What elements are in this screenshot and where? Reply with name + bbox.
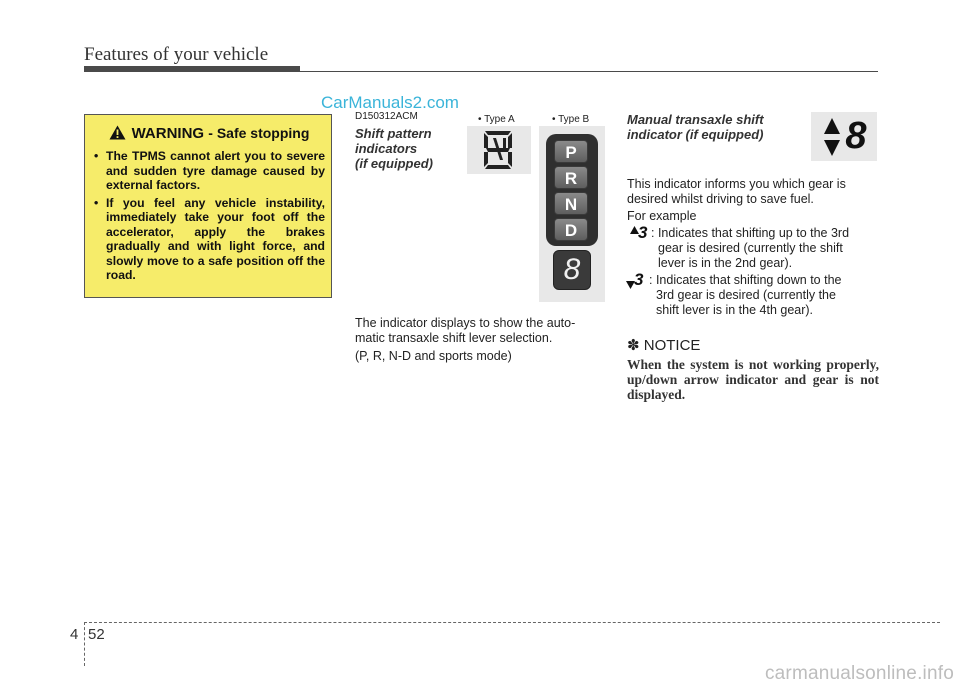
up-shift-description: : Indicates that shifting up to the 3rd gear is desired (currently the shift lever is in the 2nd gear). — [651, 226, 850, 270]
down-shift-description: : Indicates that shifting down to the 3rd gear is desired (currently the shift lever is in the 4th gear). — [649, 273, 842, 317]
type-a-indicator-image — [467, 126, 531, 174]
up-shift-symbol — [630, 225, 652, 243]
segment-display-icon — [467, 126, 531, 174]
example-label: For example — [627, 209, 697, 223]
manual-indicator-image — [811, 112, 877, 161]
down-shift-symbol — [626, 272, 650, 290]
warning-heading — [85, 125, 333, 144]
gear-panel — [546, 134, 598, 246]
notice-text: When the system is not working properly, up/down arrow indicator and gear is not displayed. — [627, 357, 879, 402]
manual-indicator-intro: This indicator informs you which gear is desired whilst driving to save fuel. — [627, 177, 846, 206]
notice-heading — [627, 336, 700, 354]
footer-rule — [84, 622, 940, 623]
warning-item: • The TPMS cannot alert you to severe and sudden tyre damage caused by external factors. — [93, 149, 325, 193]
up-down-arrows-icon — [823, 117, 841, 157]
gear-n-indicator: N — [554, 192, 588, 215]
gear-r-indicator: R — [554, 166, 588, 189]
type-b-label: • Type B — [552, 114, 590, 125]
notice-title: NOTICE — [643, 337, 701, 354]
notice-star-icon: ✽ — [627, 337, 640, 354]
warning-item: • If you feel any vehicle instability, immediately take your foot off the accelerator, apply the brakes gradually and with light force, and slowly move to a safe position off the road. — [93, 196, 325, 283]
down-shift-gear: 3 — [634, 270, 644, 289]
footer-divider — [84, 622, 85, 666]
chapter-number: 4 — [70, 626, 79, 643]
section-code: D150312ACM — [355, 111, 418, 122]
shift-pattern-body: The indicator displays to show the auto- matic transaxle shift lever selection. — [355, 316, 576, 345]
warning-subtitle: - Safe stopping — [208, 125, 310, 141]
warning-triangle-icon — [109, 125, 126, 144]
footer-watermark[interactable]: carmanualsonline.info — [764, 663, 954, 684]
warning-list — [93, 149, 325, 286]
header-rule — [84, 71, 878, 72]
up-shift-gear: 3 — [638, 223, 648, 242]
shift-pattern-modes: (P, R, N-D and sports mode) — [355, 349, 512, 363]
type-a-label: • Type A — [478, 114, 515, 125]
gear-d-indicator: D — [554, 218, 588, 241]
shift-pattern-heading: Shift pattern indicators (if equipped) — [355, 126, 433, 171]
warning-title: WARNING — [131, 125, 205, 142]
digital-gear-display: 8 — [553, 250, 591, 290]
page-header-title: Features of your vehicle — [84, 44, 269, 65]
warning-box — [84, 114, 332, 298]
gear-digit-display: 8 — [845, 115, 867, 157]
page-number: 52 — [88, 626, 105, 643]
gear-p-indicator: P — [554, 140, 588, 163]
type-b-indicator-image — [539, 126, 605, 302]
watermark-link[interactable]: CarManuals2.com — [321, 93, 459, 112]
manual-indicator-heading: Manual transaxle shift indicator (if equipped) — [627, 112, 764, 142]
